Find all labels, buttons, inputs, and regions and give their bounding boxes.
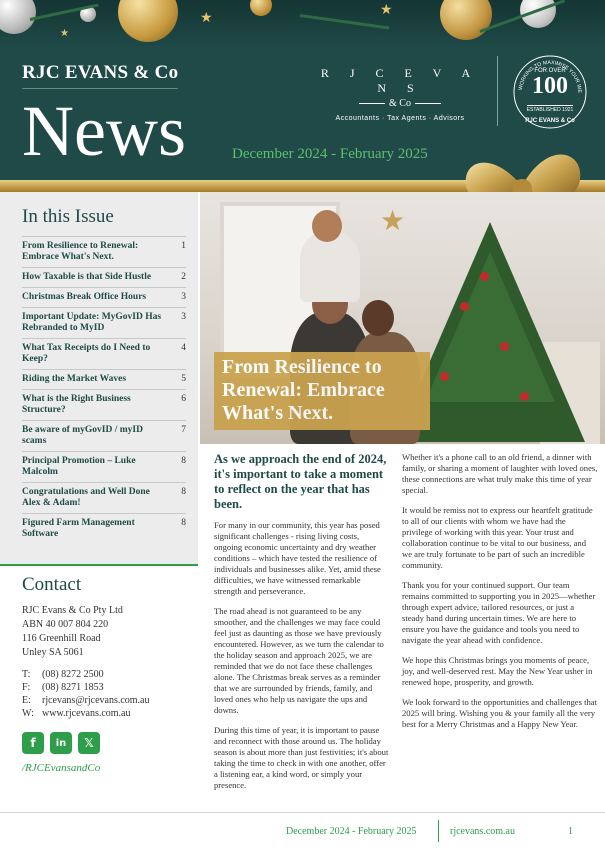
- toc-item[interactable]: Important Update: MyGovID Has Rebranded to MyID 3: [22, 307, 186, 338]
- star-icon: ★: [200, 10, 213, 26]
- fax-row: F: (08) 8271 1853: [22, 682, 104, 693]
- article-paragraph: We look forward to the opportunities and challenges that 2025 will bring. Wishing you & your family all the very best for a Merry Christmas and a Happy New Year.: [402, 697, 597, 729]
- gold-bauble-icon: [250, 0, 272, 16]
- footer-website-link[interactable]: rjcevans.com.au: [450, 826, 515, 837]
- newsletter-title: News: [22, 91, 186, 171]
- x-icon[interactable]: 𝕏: [78, 732, 100, 754]
- article-column-left: [214, 452, 389, 800]
- footer-rule: [0, 812, 605, 813]
- article-lead: As we approach the end of 2024, it's important to take a moment to reflect on the year that has been.: [214, 452, 387, 511]
- toc-item[interactable]: Riding the Market Waves 5: [22, 369, 186, 389]
- star-icon: ★: [60, 28, 69, 39]
- feature-title-box: [214, 352, 430, 430]
- centenary-seal: WORKING TO MAXIMISE YOUR WE FOR OVER 100 ESTABLISHED 1921 RJC EVANS & Co: [512, 54, 588, 130]
- contact-details: [22, 668, 198, 720]
- abn: ABN 40 007 804 220: [22, 619, 109, 630]
- toc-item[interactable]: How Taxable is that Side Hustle 2: [22, 267, 186, 287]
- article-paragraph: We hope this Christmas brings you moments of peace, joy, and well-deserved rest. May the New Year usher in renewed hope, prosperity, and growth.: [402, 655, 593, 687]
- christmas-decoration-banner: [0, 0, 605, 48]
- article-paragraph: For many in our community, this year has posed significant challenges - rising living costs, ongoing economic uncertainty and dry weather conditions – which have tested the resilience of individuals and businesses alike. Yet, amid these difficulties, we have witnessed remarkable strength and perseverance.: [214, 520, 381, 596]
- logo-name: R J C E V A N S: [320, 66, 480, 95]
- article-paragraph: It would be remiss not to express our heartfelt gratitude to all of our clients with whom we have had the privilege of working with this year. Your trust and collaboration continue to be vital to our business, and we are truly fortunate to be part of such an incredible community.: [402, 505, 593, 570]
- toc-item[interactable]: Christmas Break Office Hours 3: [22, 287, 186, 307]
- social-links: [22, 732, 198, 754]
- street-address: 116 Greenhill Road: [22, 633, 101, 644]
- article-paragraph: Whether it's a phone call to an old friend, a dinner with family, or sharing a moment of laughter with loved ones, these connections are what truly make this time of year special.: [402, 452, 598, 495]
- pine-branch: [300, 14, 390, 29]
- star-icon: ★: [380, 2, 393, 18]
- brand-rule: [22, 88, 178, 89]
- child-head: [312, 210, 342, 242]
- article-paragraph: The road ahead is not guaranteed to be any smoother, and the challenges we may face could feel just as daunting as those we have previously encountered. However, as we turn the calendar to the holiday season and approach 2025, we are reminded that we do not face these challenges alone. The Christmas break serves as a reminder that we are surrounded by friends, family, and loved ones who help us navigate the ups and downs.: [214, 606, 384, 715]
- in-this-issue-heading: In this Issue: [22, 206, 114, 227]
- table-of-contents: [22, 236, 186, 544]
- article-paragraph: Thank you for your continued support. Our team remains committed to supporting you in 2025—whether through expert advice, tailored resources, or just a steady hand during uncertain times. We are here to ensure you have the guidance and tools you need to navigate the year ahead with confidence.: [402, 580, 596, 645]
- gold-bauble-icon: [440, 0, 492, 40]
- tree-star-icon: ★: [380, 204, 406, 237]
- page-number: 1: [568, 826, 573, 837]
- child-figure: [300, 232, 360, 302]
- logo-tagline: Accountants · Tax Agents · Advisors: [335, 115, 465, 122]
- social-handle[interactable]: /RJCEvansandCo: [22, 762, 101, 774]
- toc-item[interactable]: Be aware of myGovID / myID scams 7: [22, 420, 186, 451]
- article-column-right: [402, 452, 598, 739]
- tree-bauble: [460, 302, 469, 311]
- tree-bauble: [480, 272, 489, 281]
- telephone-row: T: (08) 8272 2500: [22, 669, 104, 680]
- telephone-link[interactable]: (08) 8272 2500: [42, 669, 104, 680]
- footer-divider: [438, 820, 439, 842]
- fax-number: (08) 8271 1853: [42, 682, 104, 693]
- svg-text:WORKING TO MAXIMISE YOUR WEALT: WORKING TO MAXIMISE YOUR WE: [517, 59, 583, 94]
- logo-co-line: & Co: [310, 98, 490, 109]
- mother-head: [362, 300, 394, 336]
- website-link[interactable]: www.rjcevans.com.au: [42, 708, 131, 719]
- issue-date: December 2024 - February 2025: [232, 146, 428, 162]
- toc-item[interactable]: Figured Farm Management Software 8: [22, 513, 186, 544]
- website-row: W: www.rjcevans.com.au: [22, 708, 131, 719]
- in-this-issue-panel: [0, 192, 198, 564]
- toc-item[interactable]: What is the Right Business Structure? 6: [22, 389, 186, 420]
- toc-item[interactable]: Principal Promotion – Luke Malcolm 8: [22, 451, 186, 482]
- facebook-icon[interactable]: f: [22, 732, 44, 754]
- contact-section: [22, 574, 198, 774]
- toc-item[interactable]: Congratulations and Well Done Alex & Adam! 8: [22, 482, 186, 513]
- tree-bauble: [500, 342, 509, 351]
- footer-date: December 2024 - February 2025: [286, 826, 417, 837]
- suburb-address: Unley SA 5061: [22, 647, 84, 658]
- tree-bauble: [440, 372, 449, 381]
- email-link[interactable]: rjcevans@rjcevans.com.au: [42, 695, 150, 706]
- company-legal-name: RJC Evans & Co Pty Ltd: [22, 605, 123, 616]
- brand-name: RJC EVANS & Co: [22, 62, 179, 83]
- gold-bauble-icon: [118, 0, 178, 42]
- toc-item[interactable]: From Resilience to Renewal: Embrace What's Next. 1: [22, 236, 186, 267]
- tree-bauble: [520, 392, 529, 401]
- toc-item[interactable]: What Tax Receipts do I Need to Keep? 4: [22, 338, 186, 369]
- article-paragraph: During this time of year, it is important to pause and reconnect with those around us. The holiday season is about more than just festivities; it's about taking the time to check in with one another, offer a listening ear, a kind word, or simply your presence.: [214, 725, 389, 790]
- email-row: E: rjcevans@rjcevans.com.au: [22, 695, 150, 706]
- feature-article-title: From Resilience to Renewal: Embrace What's Next.: [222, 356, 385, 424]
- contact-heading: Contact: [22, 574, 82, 595]
- linkedin-icon[interactable]: in: [50, 732, 72, 754]
- section-divider: [0, 564, 198, 566]
